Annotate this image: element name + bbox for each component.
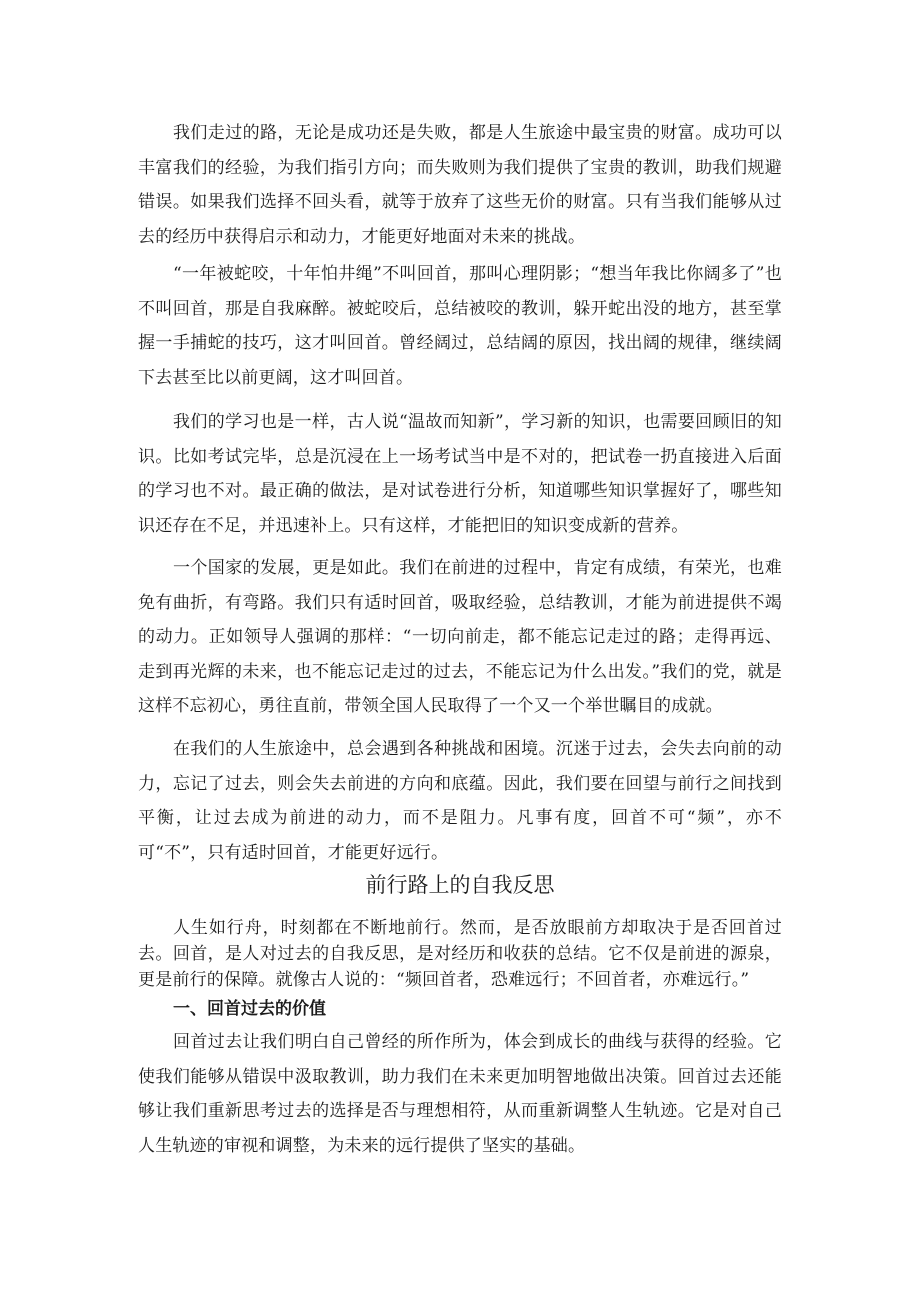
section-heading: 一、回首过去的价值 xyxy=(173,999,326,1019)
essay-title: 前行路上的自我反思 xyxy=(365,873,555,897)
paragraph-learning: 我们的学习也是一样，古人说“温故而知新”，学习新的知识，也需要回顾旧的知识。比如考试完毕，总是沉浸在上一场考试当中是不对的，把试卷一扔直接进入后面的学习也不对。最正确的做法，是对试卷进行分析，知道哪些知识掌握好了，哪些知识还存在不足，并迅速补上。只有这样，才能把旧的知识变成新的营养。 xyxy=(138,412,782,536)
paragraph-snake-bite: “一年被蛇咬，十年怕井绳”不叫回首，那叫心理阴影；“想当年我比你阔多了”也不叫回首，那是自我麻醉。被蛇咬后，总结被咬的教训，躲开蛇出没的地方，甚至掌握一手捕蛇的技巧，这才叫回首。曾经阔过，总结阔的原因，找出阔的规律，继续阔下去甚至比以前更阔，这才叫回首。 xyxy=(138,264,782,388)
paragraph-paths-wealth: 我们走过的路，无论是成功还是失败，都是人生旅途中最宝贵的财富。成功可以丰富我们的经验，为我们指引方向；而失败则为我们提供了宝贵的教训，助我们规避错误。如果我们选择不回头看，就等于放弃了这些无价的财富。只有当我们能够从过去的经历中获得启示和动力，才能更好地面对未来的挑战。 xyxy=(138,123,782,247)
paragraph-life-journey: 在我们的人生旅途中，总会遇到各种挑战和困境。沉迷于过去，会失去向前的动力，忘记了过去，则会失去前进的方向和底蕴。因此，我们要在回望与前行之间找到平衡，让过去成为前进的动力，而不是阻力。凡事有度，回首不可“频”，亦不可“不”，只有适时回首，才能更好远行。 xyxy=(138,739,782,863)
essay-intro-paragraph: 人生如行舟，时刻都在不断地前行。然而，是否放眼前方却取决于是否回首过去。回首，是人对过去的自我反思，是对经历和收获的总结。它不仅是前进的源泉，更是前行的保障。就像古人说的：“频回首者，恐难远行；不回首者，亦难远行。” xyxy=(138,918,782,990)
paragraph-nation-development: 一个国家的发展，更是如此。我们在前进的过程中，肯定有成绩，有荣光，也难免有曲折，有弯路。我们只有适时回首，吸取经验，总结教训，才能为前进提供不竭的动力。正如领导人强调的那样：“一切向前走，都不能忘记走过的路；走得再远、走到再光辉的未来，也不能忘记走过的过去，不能忘记为什么出发。”我们的党，就是这样不忘初心，勇往直前，带领全国人民取得了一个又一个举世瞩目的成就。 xyxy=(138,558,782,716)
section-body-paragraph: 回首过去让我们明白自己曾经的所作所为，体会到成长的曲线与获得的经验。它使我们能够从错误中汲取教训，助力我们在未来更加明智地做出决策。回首过去还能够让我们重新思考过去的选择是否与理想相符，从而重新调整人生轨迹。它是对自己人生轨迹的审视和调整，为未来的远行提供了坚实的基础。 xyxy=(138,1032,782,1156)
